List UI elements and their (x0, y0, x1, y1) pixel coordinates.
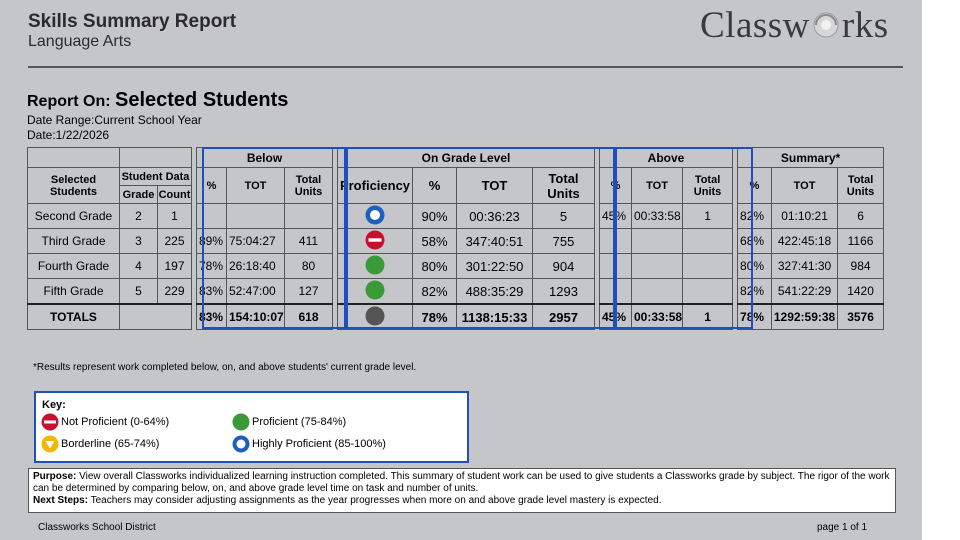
col-above-tot: TOT (632, 168, 683, 204)
highly-proficient-icon (232, 435, 250, 453)
borderline-icon (41, 435, 59, 453)
proficient-icon (232, 413, 250, 431)
proficient-icon (365, 255, 385, 275)
key-not-proficient: Not Proficient (0-64%) (41, 413, 169, 431)
proficiency-cell (338, 204, 413, 229)
footer-district: Classworks School District (38, 522, 156, 533)
col-on-tot: TOT (457, 168, 533, 204)
skills-summary-table (27, 147, 884, 330)
group-on-grade: On Grade Level (338, 148, 595, 168)
col-sum-tot: TOT (772, 168, 838, 204)
classworks-logo: Classw rks (700, 5, 889, 46)
key-borderline: Borderline (65-74%) (41, 435, 159, 453)
report-date: Date:1/22/2026 (27, 128, 110, 142)
col-above-pct: % (600, 168, 632, 204)
proficiency-cell (338, 279, 413, 305)
col-grade: Grade (120, 186, 158, 204)
header-divider (28, 66, 903, 68)
col-below-units: Total Units (285, 168, 333, 204)
table-row: Fifth Grade 5 229 83% 52:47:00 127 82% 488:35:29 1293 82% 541:22:29 1420 (28, 279, 884, 305)
proficiency-key (34, 391, 469, 463)
col-selected-students: Selected Students (28, 168, 120, 204)
col-below-tot: TOT (227, 168, 285, 204)
proficiency-cell (338, 304, 413, 330)
col-count: Count (158, 186, 192, 204)
report-on: Report On: Selected Students (27, 89, 289, 111)
col-on-units: Total Units (533, 168, 595, 204)
report-subject: Language Arts (28, 33, 132, 50)
not-proficient-icon (365, 230, 385, 250)
table-row: Third Grade 3 225 89% 75:04:27 411 58% 347:40:51 755 68% 422:45:18 1166 (28, 229, 884, 254)
group-summary: Summary* (738, 148, 884, 168)
col-on-pct: % (413, 168, 457, 204)
results-note: *Results represent work completed below, on, and above students' current grade level. (33, 362, 417, 373)
highly-proficient-icon (365, 205, 385, 225)
date-range: Date Range:Current School Year (27, 113, 202, 127)
col-below-pct: % (197, 168, 227, 204)
totals-status-icon (365, 306, 385, 326)
purpose-box: Purpose: View overall Classworks individualized learning instruction completed. This summary of student work can be used to give students a Classworks grade by subject. The rigor of the work can be determined by comparing below, on, and above grade level time on task and number of units. Next Steps: Teachers may consider adjusting assignments as the year progresses when more on and above grade level mastery is expected. (28, 468, 896, 513)
group-below: Below (197, 148, 333, 168)
not-proficient-icon (41, 413, 59, 431)
proficiency-cell (338, 229, 413, 254)
col-student-data: Student Data (120, 168, 192, 186)
totals-row: TOTALS 83% 154:10:07 618 78% 1138:15:33 2957 45% 00:33:58 1 78% 1292:59:38 3576 (28, 304, 884, 330)
proficiency-cell (338, 254, 413, 279)
footer-page: page 1 of 1 (817, 522, 868, 533)
proficient-icon (365, 280, 385, 300)
table-row: Fourth Grade 4 197 78% 26:18:40 80 80% 301:22:50 904 80% 327:41:30 984 (28, 254, 884, 279)
col-sum-units: Total Units (838, 168, 884, 204)
col-sum-pct: % (738, 168, 772, 204)
col-above-units: Total Units (683, 168, 733, 204)
col-proficiency: Proficiency (338, 168, 413, 204)
table-row: Second Grade 2 1 90% 00:36:23 5 45% 00:33:58 1 82% 01:10:21 6 (28, 204, 884, 229)
logo-o-icon (811, 10, 841, 40)
group-above: Above (600, 148, 733, 168)
key-title: Key: (42, 399, 66, 411)
key-proficient: Proficient (75-84%) (232, 413, 346, 431)
report-title: Skills Summary Report (28, 11, 237, 32)
key-highly-proficient: Highly Proficient (85-100%) (232, 435, 386, 453)
